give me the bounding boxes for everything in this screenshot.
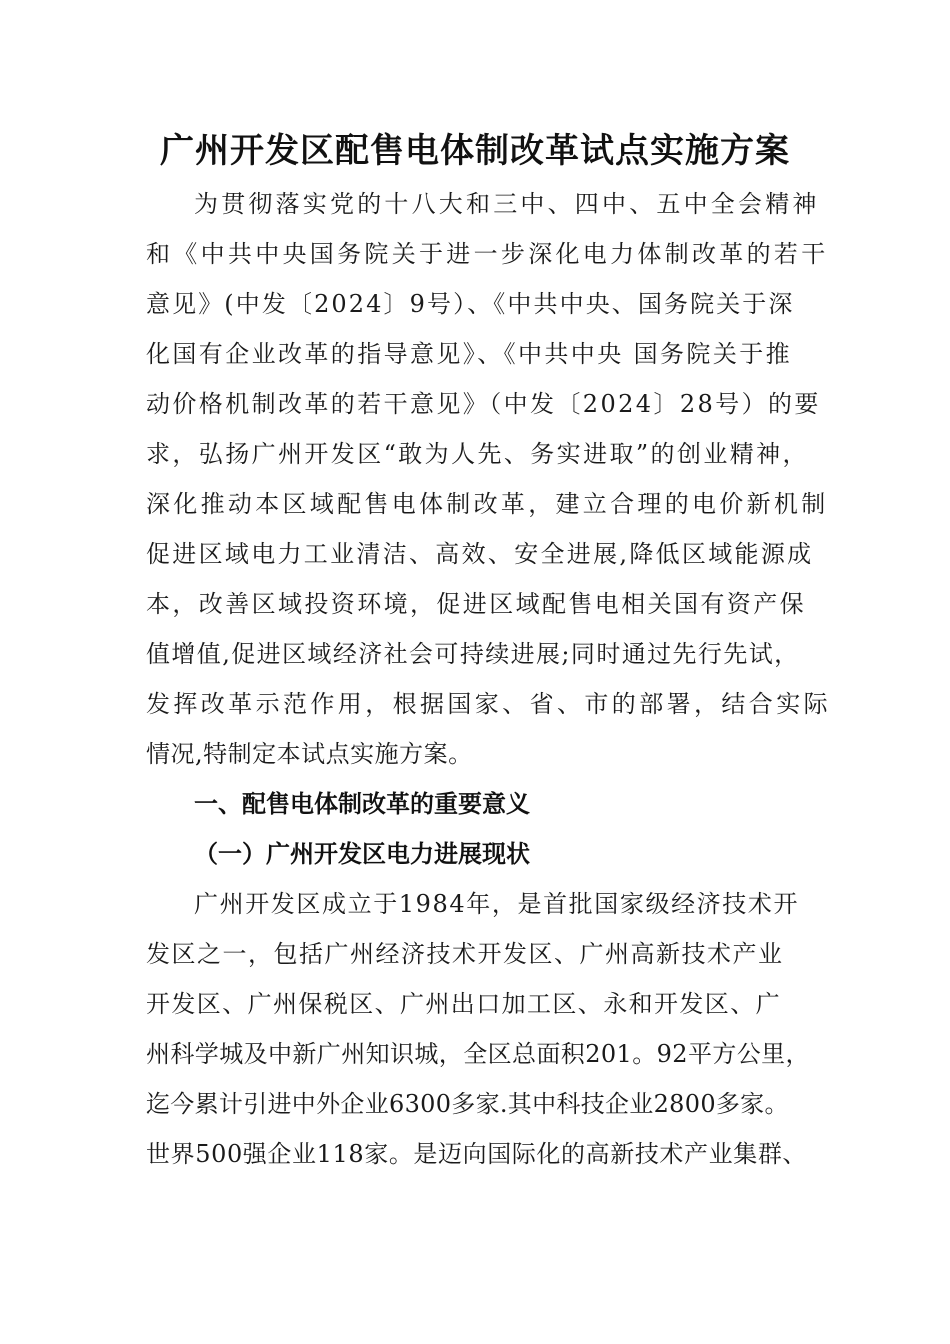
paragraph-line: 值增值,促进区域经济社会可持续进展;同时通过先行先试， [146,640,800,668]
paragraph-line: 开发区、广州保税区、广州出口加工区、永和开发区、广 [146,990,781,1018]
paragraph-line: 发区之一，包括广州经济技术开发区、广州高新技术产业 [146,940,784,968]
paragraph-line: 广州开发区成立于1984年，是首批国家级经济技术开 [194,890,800,918]
paragraph-line: 化国有企业改革的指导意见》、《中共中央 国务院关于推 [146,340,793,368]
paragraph-line: 世界500强企业118家。是迈向国际化的高新技术产业集群、 [146,1140,808,1168]
paragraph-line: 本，改善区域投资环境，促进区域配售电相关国有资产保 [146,590,806,618]
paragraph-line: 求，弘扬广州开发区“敢为人先、务实进取”的创业精神， [146,440,809,468]
paragraph-line: 为贯彻落实党的十八大和三中、四中、五中全会精神 [194,190,820,218]
subsection-heading: （一）广州开发区电力进展现状 [194,840,530,868]
paragraph-line: 深化推动本区域配售电体制改革，建立合理的电价新机制 [146,490,829,518]
document-title: 广州开发区配售电体制改革试点实施方案 [160,131,790,171]
section-heading: 一、配售电体制改革的重要意义 [194,790,530,818]
paragraph-line: 发挥改革示范作用，根据国家、省、市的部署，结合实际 [146,690,831,718]
paragraph-line: 州科学城及中新广州知识城，全区总面积201。92平方公里， [146,1040,810,1068]
paragraph-line: 情况,特制定本试点实施方案。 [146,740,473,768]
paragraph-line: 和《中共中央国务院关于进一步深化电力体制改革的若干 [146,240,829,268]
paragraph-line: 迄今累计引进中外企业6300多家.其中科技企业2800多家。 [146,1090,789,1118]
paragraph-line: 动价格机制改革的若干意见》（中发〔2024〕28号）的要 [146,390,821,418]
paragraph-line: 促进区域电力工业清洁、高效、安全进展,降低区域能源成 [146,540,814,568]
paragraph-line: 意见》(中发〔2024〕9号）、《中共中央、国务院关于深 [146,290,795,318]
